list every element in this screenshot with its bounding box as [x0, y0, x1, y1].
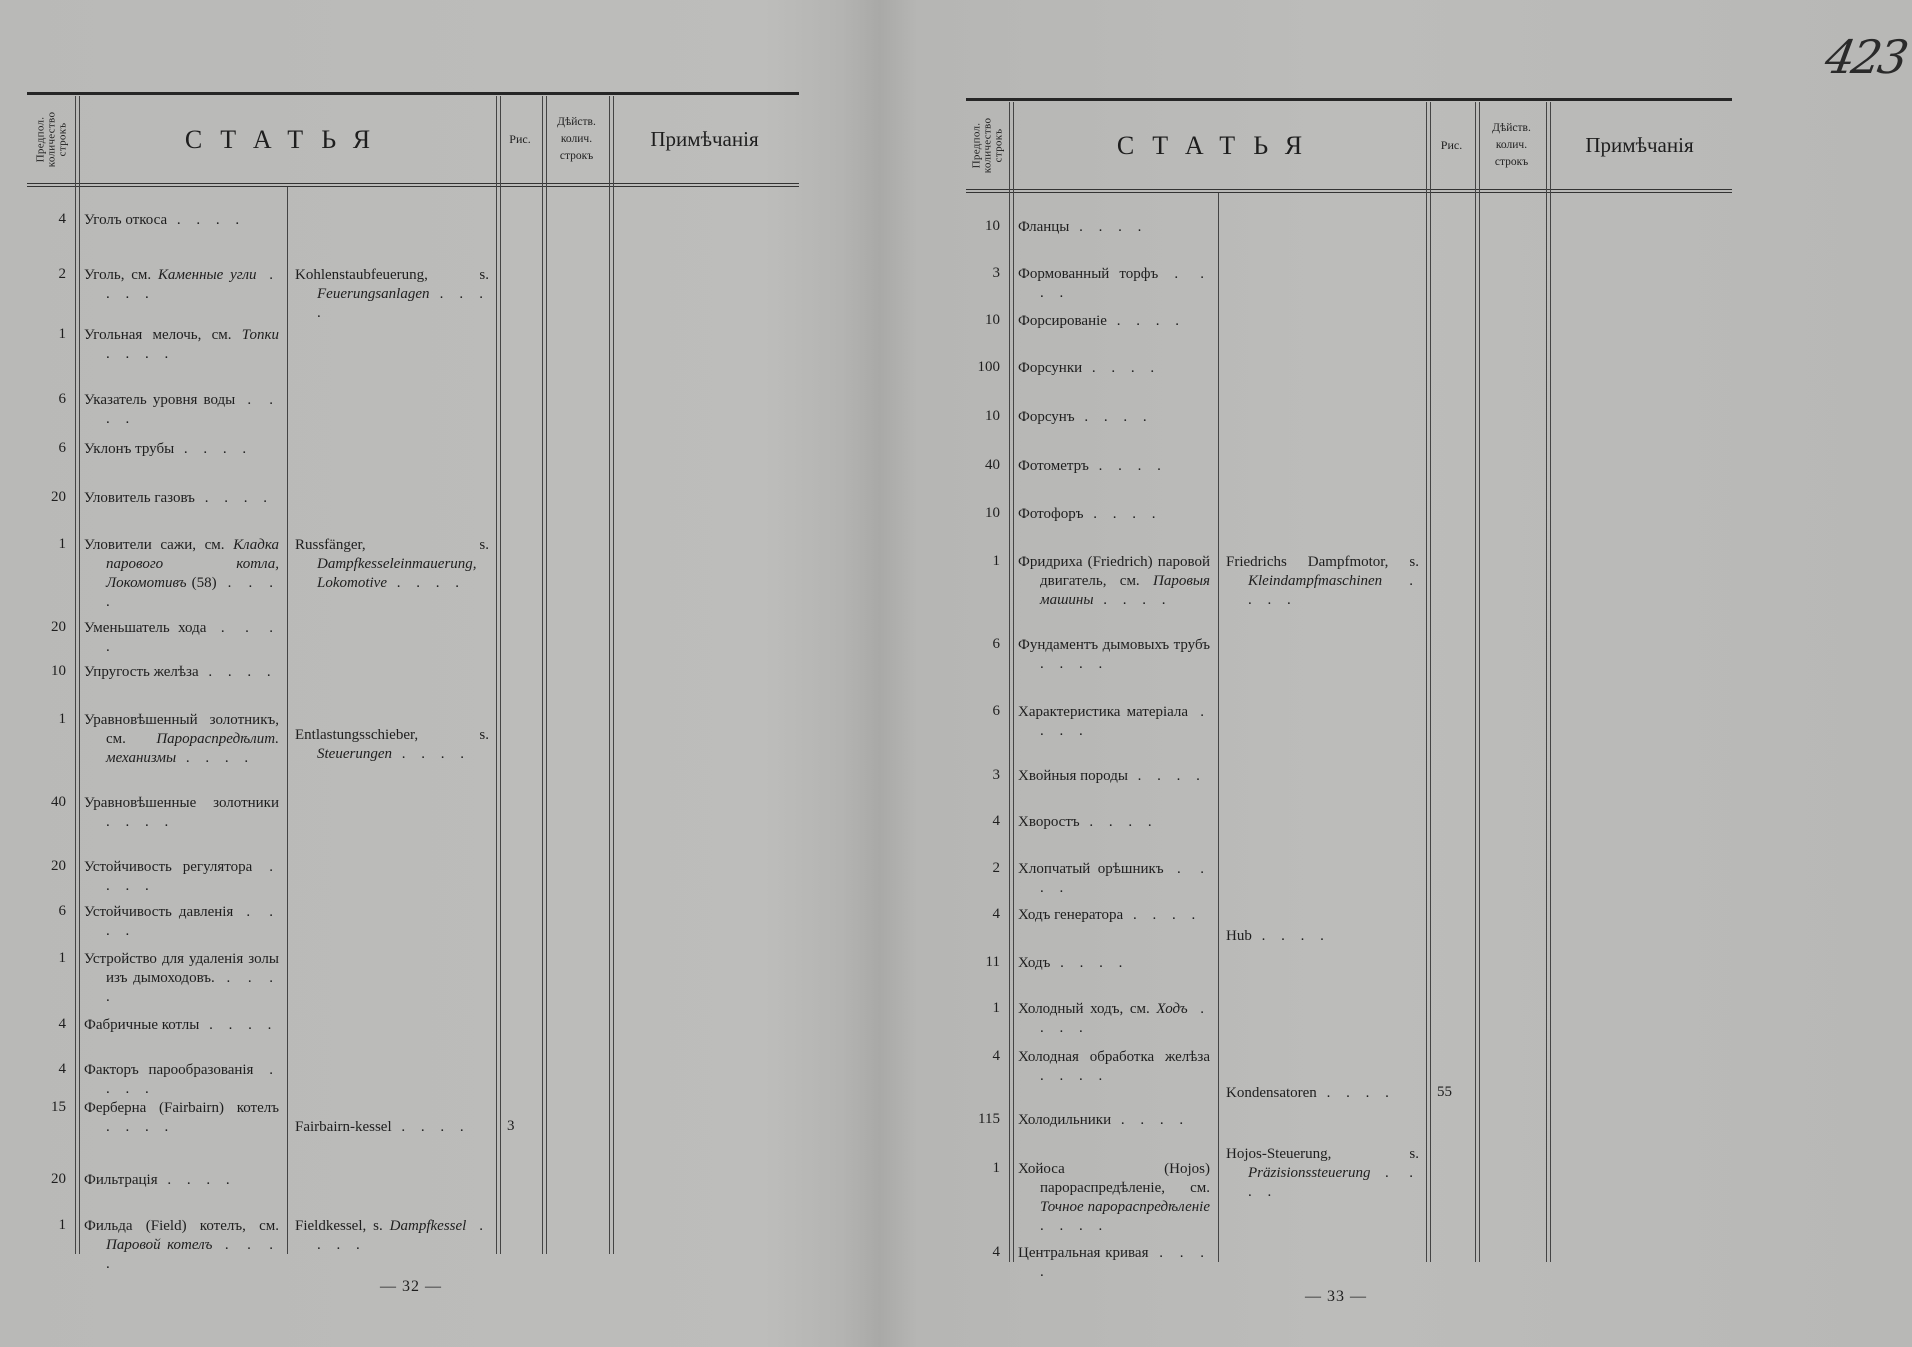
article-title: Ходъ: [1018, 955, 1051, 971]
article-title: Фундаментъ дымовыхъ трубъ: [1018, 637, 1210, 653]
article-title: Форсунки: [1018, 360, 1083, 376]
article-title: Уголъ откоса: [84, 212, 168, 228]
article-cross-reference: Паровыя машины: [1040, 573, 1210, 608]
leader-dots: . . . .: [1040, 704, 1210, 739]
header-fig: Рис.: [1440, 138, 1463, 152]
leader-dots: . . . .: [157, 1172, 236, 1188]
article-title: Хвойныя породы: [1018, 768, 1128, 784]
article-title: Фабричные котлы: [84, 1017, 200, 1033]
leader-dots: . . . .: [1248, 573, 1419, 608]
article-title: Фильтрація: [84, 1172, 158, 1188]
article-cross-reference: Парораспредѣлит. механизмы: [106, 731, 279, 766]
article-title: Устройство для удаленія золы изъ дымоходовъ.: [84, 951, 279, 986]
qty-value: 2: [992, 860, 1000, 876]
qty-value: 1: [58, 950, 66, 966]
leader-dots: . . . .: [1106, 313, 1185, 329]
qty-value: 1: [58, 1217, 66, 1233]
leader-dots: . . . .: [391, 746, 470, 762]
leader-dots: . . . .: [194, 490, 273, 506]
qty-value: 3: [992, 265, 1000, 281]
qty-value: 20: [51, 858, 66, 874]
header-title: СТАТЬЯ: [184, 124, 389, 154]
header-notes: Примѣчанія: [1585, 133, 1694, 157]
article-entry[interactable]: [1018, 1111, 1210, 1130]
article-title: Хворостъ: [1018, 814, 1080, 830]
article-cross-reference: Кладка парового котла, Локомотивъ: [106, 537, 279, 591]
qty-value: 4: [992, 813, 1000, 829]
article-cross-reference: Паровой котелъ: [106, 1237, 213, 1253]
article-title: Формованный торфъ: [1018, 266, 1159, 282]
leader-dots: . . . .: [1127, 768, 1206, 784]
qty-value: 40: [51, 794, 66, 810]
leader-dots: . . . .: [106, 904, 279, 939]
german-term-text: Friedrichs Dampfmotor, s.: [1226, 554, 1419, 570]
leader-dots: . . . .: [106, 970, 279, 1005]
article-entry[interactable]: [1018, 408, 1210, 427]
leader-dots: . . . .: [1040, 656, 1109, 672]
article-title: Угольная мелочь, см.: [84, 327, 232, 343]
header-actual-lines-cell: [1476, 102, 1547, 189]
article-title: Фридриха (Friedrich) паровой двигатель, см.: [1018, 554, 1210, 589]
leader-dots: . . . .: [106, 575, 280, 610]
header-qty: Предпол. количество строкъ: [970, 117, 1005, 174]
article-title: Ферберна (Fairbairn) котелъ: [84, 1100, 279, 1116]
article-entry[interactable]: [1018, 906, 1210, 925]
header-qty-cell: [966, 102, 1010, 189]
header-notes: Примѣчанія: [650, 127, 759, 151]
leader-dots: . . . .: [1088, 458, 1167, 474]
article-entry[interactable]: [1018, 218, 1210, 237]
article-cross-reference: Каменные угли: [157, 267, 257, 283]
qty-value: 100: [977, 359, 1000, 375]
qty-value: 20: [51, 1171, 66, 1187]
column-divider: [1475, 102, 1480, 1262]
leader-dots: . . . .: [1069, 219, 1148, 235]
qty-value: 4: [58, 1061, 66, 1077]
table-top-rule: [966, 98, 1732, 101]
article-title: Холодный ходъ, см.: [1018, 1001, 1150, 1017]
leader-dots: . . . .: [1248, 1165, 1419, 1200]
qty-value: 1: [58, 536, 66, 552]
leader-dots: . . . .: [391, 1119, 470, 1135]
leader-dots: . . . .: [106, 346, 175, 362]
qty-value: 6: [58, 440, 66, 456]
german-term: [1226, 1145, 1419, 1202]
leader-dots: . . . .: [106, 1062, 279, 1097]
leader-dots: . . . .: [106, 392, 279, 427]
leader-dots: . . . .: [1083, 506, 1162, 522]
qty-value: 1: [992, 1160, 1000, 1176]
german-term-reference: Dampfkesseleinmauerung, Lokomotive: [317, 556, 477, 591]
handwritten-page-number: 423: [1821, 30, 1910, 84]
qty-value: 6: [58, 391, 66, 407]
article-title: Ходъ генератора: [1018, 907, 1124, 923]
german-term-text: Hub: [1226, 928, 1252, 944]
header-fig: Рис.: [509, 132, 531, 146]
article-entry[interactable]: [1018, 553, 1210, 610]
leader-dots: . . . .: [1111, 1112, 1190, 1128]
article-title: Фильда (Field) котелъ, см.: [84, 1218, 279, 1234]
article-entry[interactable]: [1018, 1160, 1210, 1236]
article-title: Холодильники: [1018, 1112, 1112, 1128]
qty-value: 4: [992, 906, 1000, 922]
leader-dots: . . . .: [106, 267, 280, 302]
german-term-text: Fairbairn-kessel: [295, 1119, 392, 1135]
article-title: Фотофоръ: [1018, 506, 1084, 522]
leader-dots: . . . .: [1040, 1218, 1109, 1234]
german-term-reference: Präzisionssteuerung: [1248, 1165, 1371, 1181]
leader-dots: . . . .: [1082, 360, 1161, 376]
article-entry[interactable]: [1018, 457, 1210, 476]
leader-dots: . . . .: [1040, 1068, 1109, 1084]
qty-value: 3: [992, 767, 1000, 783]
article-title: Уловитель газовъ: [84, 490, 195, 506]
german-term-text: Kondensatoren: [1226, 1085, 1317, 1101]
leader-dots: . . . .: [176, 750, 255, 766]
article-title: Уголь, см.: [84, 267, 152, 283]
qty-value: 6: [58, 903, 66, 919]
article-entry[interactable]: [1018, 312, 1210, 331]
article-title: Уменьшатель хода: [84, 620, 207, 636]
header-actual-lines: Дѣйств. колич. строкъ: [1492, 122, 1531, 168]
german-term-reference: Steuerungen: [317, 746, 392, 762]
leader-dots: . . . .: [386, 575, 465, 591]
qty-value: 2: [58, 266, 66, 282]
leader-dots: . . . .: [1079, 814, 1158, 830]
article-title: Центральная кривая: [1018, 1245, 1149, 1261]
leader-dots: . . . .: [167, 212, 246, 228]
leader-dots: . . . .: [1316, 1085, 1395, 1101]
leader-dots: . . . .: [317, 1218, 489, 1253]
leader-dots: . . . .: [1093, 592, 1172, 608]
german-term-text: Hojos-Steuerung, s.: [1226, 1146, 1419, 1162]
leader-dots: . . . .: [1251, 928, 1330, 944]
article-title: Устойчивость давленія: [84, 904, 234, 920]
qty-value: 20: [51, 489, 66, 505]
article-entry[interactable]: [1018, 359, 1210, 378]
article-entry[interactable]: [1018, 636, 1210, 674]
column-divider: [1546, 102, 1551, 1262]
article-cross-reference: Топки: [241, 327, 280, 343]
article-entry[interactable]: [1018, 703, 1210, 741]
article-entry[interactable]: [1018, 860, 1210, 898]
qty-value: 1: [58, 711, 66, 727]
german-term-text: Russfänger, s.: [295, 537, 489, 553]
column-divider: [1218, 193, 1219, 1262]
article-entry[interactable]: [1018, 1048, 1210, 1086]
article-title: Форсунъ: [1018, 409, 1075, 425]
article-title: Указатель уровня воды: [84, 392, 236, 408]
article-figure-ref: (58): [191, 575, 217, 591]
qty-value: 10: [985, 505, 1000, 521]
article-title: Характеристика матеріала: [1018, 704, 1189, 720]
article-title: Уловители сажи, см.: [84, 537, 225, 553]
qty-value: 4: [58, 211, 66, 227]
article-entry[interactable]: [1018, 1000, 1210, 1038]
leader-dots: . . . .: [1040, 861, 1210, 896]
qty-value: 20: [51, 619, 66, 635]
article-cross-reference: Ходъ: [1156, 1001, 1188, 1017]
german-term-text: Kohlenstaubfeuerung, s.: [295, 267, 489, 283]
header-fig-cell: [1427, 102, 1476, 189]
qty-value: 1: [58, 326, 66, 342]
qty-value: 10: [985, 218, 1000, 234]
german-term-text: Entlastungsschieber, s.: [295, 727, 489, 743]
figure-number: 3: [507, 1118, 515, 1134]
leader-dots: . . . .: [106, 620, 280, 655]
qty-value: 4: [992, 1244, 1000, 1260]
leader-dots: . . . .: [1050, 955, 1129, 971]
qty-value: 15: [51, 1099, 66, 1115]
column-divider: [1009, 102, 1014, 1262]
german-term-reference: Dampfkessel: [389, 1218, 467, 1234]
page-number: — 33 —: [1305, 1288, 1367, 1305]
qty-value: 6: [992, 703, 1000, 719]
article-title: Форсированіе: [1018, 313, 1107, 329]
leader-dots: . . . .: [106, 814, 175, 830]
german-term-reference: Feuerungsanlagen: [317, 286, 430, 302]
qty-value: 10: [985, 408, 1000, 424]
qty-value: 11: [985, 954, 1000, 970]
article-title: Холодная обработка желѣза: [1018, 1049, 1210, 1065]
article-title: Фланцы: [1018, 219, 1070, 235]
qty-value: 6: [992, 636, 1000, 652]
qty-value: 4: [58, 1016, 66, 1032]
header-title: СТАТЬЯ: [1116, 130, 1321, 160]
article-title: Устойчивость регулятора: [84, 859, 253, 875]
article-title: Хлопчатый орѣшникъ: [1018, 861, 1164, 877]
article-entry[interactable]: [1018, 1244, 1210, 1282]
qty-value: 10: [985, 312, 1000, 328]
article-cross-reference: Точное парораспредѣленіе: [1040, 1199, 1210, 1215]
qty-value: 1: [992, 1000, 1000, 1016]
article-title: Уклонъ трубы: [84, 441, 175, 457]
leader-dots: . . . .: [198, 664, 277, 680]
leader-dots: . . . .: [1040, 1001, 1211, 1036]
column-divider: [1426, 102, 1431, 1262]
qty-value: 115: [978, 1111, 1000, 1127]
leader-dots: . . . .: [1040, 1245, 1211, 1280]
article-entry[interactable]: [1018, 767, 1210, 786]
qty-value: 4: [992, 1048, 1000, 1064]
header-qty: Предпол. количество строкъ: [34, 111, 69, 168]
german-term: [1226, 553, 1419, 610]
german-term-reference: Kleindampfmaschinen: [1248, 573, 1383, 589]
leader-dots: . . . .: [1074, 409, 1153, 425]
header-bottom-rule: [966, 189, 1732, 193]
leader-dots: . . . .: [317, 286, 489, 321]
leader-dots: . . . .: [106, 859, 280, 894]
article-entry[interactable]: [1018, 813, 1210, 832]
german-term: [1226, 1084, 1419, 1103]
leader-dots: . . . .: [106, 1119, 175, 1135]
article-title: Уравновѣшенный золотникъ, см.: [84, 712, 279, 747]
article-title: Уравновѣшенные золотники: [84, 795, 279, 811]
header-title-cell: [1010, 102, 1427, 189]
leader-dots: . . . .: [199, 1017, 278, 1033]
leader-dots: . . . .: [1123, 907, 1202, 923]
page-number: — 32 —: [380, 1278, 442, 1295]
qty-value: 1: [992, 553, 1000, 569]
qty-value: 40: [985, 457, 1000, 473]
german-term: [1226, 927, 1419, 946]
header-notes-cell: [1547, 102, 1732, 189]
article-title: Упругость желѣза: [84, 664, 199, 680]
article-title: Фотометръ: [1018, 458, 1089, 474]
leader-dots: . . . .: [174, 441, 253, 457]
article-entry[interactable]: [1018, 505, 1210, 524]
article-title: Факторъ парообразованія: [84, 1062, 254, 1078]
german-term-text: Fieldkessel, s.: [295, 1218, 383, 1234]
article-title: Хойоса (Hojos) парораспредѣленіе, см.: [1018, 1161, 1210, 1196]
leader-dots: . . . .: [1040, 266, 1211, 301]
figure-number: 55: [1437, 1084, 1452, 1100]
article-entry[interactable]: [1018, 954, 1210, 973]
leader-dots: . . . .: [106, 1237, 279, 1272]
article-entry[interactable]: [1018, 265, 1210, 303]
header-actual-lines: Дѣйств. колич. строкъ: [557, 116, 596, 162]
qty-value: 10: [51, 663, 66, 679]
